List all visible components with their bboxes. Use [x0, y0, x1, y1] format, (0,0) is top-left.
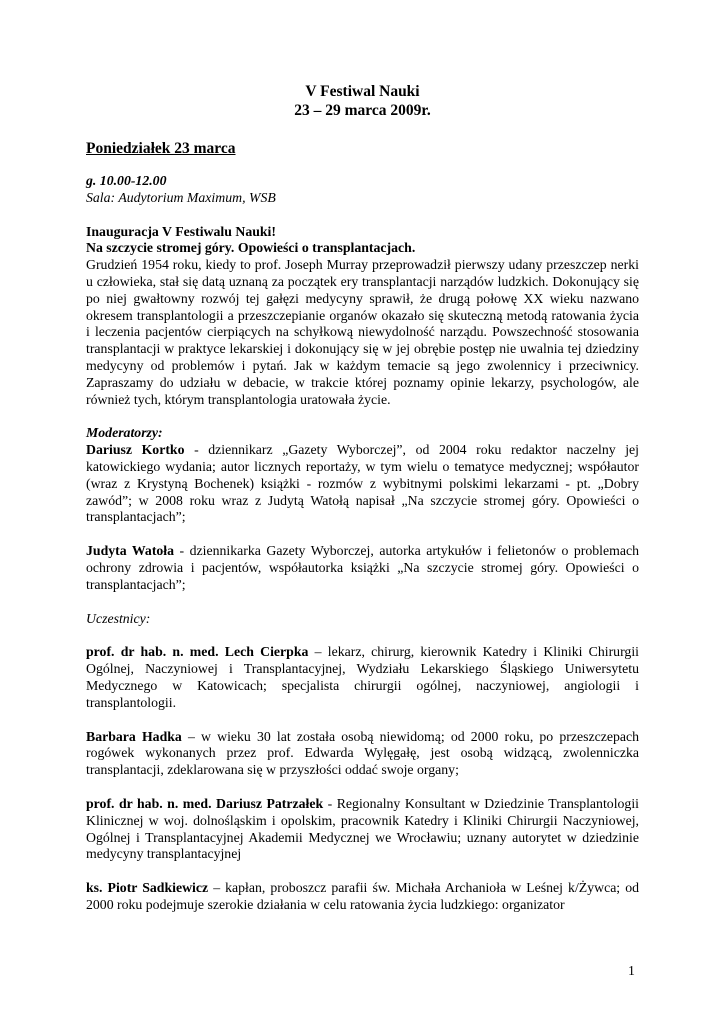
moderator-name: Dariusz Kortko: [86, 442, 185, 458]
page-number: 1: [628, 963, 635, 978]
moderator-name: Judyta Watoła: [86, 543, 175, 559]
session-time: g. 10.00-12.00: [86, 173, 167, 188]
moderator-entry: [86, 442, 639, 526]
festival-dates: 23 – 29 marca 2009r.: [294, 102, 431, 119]
day-heading: Poniedziałek 23 marca: [86, 140, 236, 157]
session-room: Sala: Audytorium Maximum, WSB: [86, 189, 276, 205]
participant-bio: - Regionalny Konsultant w Dziedzinie Transplantologii Klinicznej w woj. dolnośląskim i opolskim, pracownik Katedry i Kliniki Chirurgii Naczyniowej, Ogólnej i Transplantacyjnej Akademii Medycznej we Wrocławiu; uznany autorytet w dziedzinie medycyny transplantacyjnej: [86, 795, 639, 862]
session-title: Inauguracja V Festiwalu Nauki!: [86, 223, 276, 239]
festival-title: V Festiwal Nauki: [305, 83, 420, 100]
session-description: Grudzień 1954 roku, kiedy to prof. Joseph Murray przeprowadził pierwszy udany przeszczep nerki u człowieka, stał się datą uznaną za początek ery transplantacji narządów ludzkich. Dokonujący się po niej gwałtowny rozwój tej gałęzi medycyny sprawił, że drugą połowę XX wieku nazwano okresem transplantologii a przeszczepianie organów okazało się skuteczną metodą ratowania życia i leczenia pacjentów cierpiących na schyłkową niewydolność narządu. Powszechność stosowania transplantacji w praktyce lekarskiej i dokonujący się w jej obrębie postęp nie uwalnia tej dziedziny medycyny od problemów i pytań. Jak w każdym temacie są jego zwolennicy i przeciwnicy. Zapraszamy do udziału w debacie, w trakcie której poznamy opinie lekarzy, psychologów, ale również tych, którym transplantologia uratowała życie.: [86, 257, 639, 407]
participant-name: prof. dr hab. n. med. Dariusz Patrzałek: [86, 795, 324, 811]
document-content: [86, 82, 639, 914]
moderators-label: Moderatorzy:: [86, 425, 163, 441]
moderator-entry: [86, 543, 639, 593]
session-subtitle: Na szczycie stromej góry. Opowieści o transplantacjach.: [86, 240, 416, 256]
participant-name: ks. Piotr Sadkiewicz: [86, 880, 209, 896]
participant-bio: – w wieku 30 lat została osobą niewidomą; od 2000 roku, po przeszczepach rogówek wykonanych przez prof. Edwarda Wylęgałę, jest osobą widzącą, zwolenniczka transplantacji, zdeklarowana się w przyszłości oddać swoje organy;: [86, 728, 639, 778]
participant-entry: [86, 644, 639, 711]
participants-label: Uczestnicy:: [86, 610, 151, 626]
participant-bio: – lekarz, chirurg, kierownik Katedry i Kliniki Chirurgii Ogólnej, Naczyniowej i Transplantacyjnej, Wydziału Lekarskiego Śląskiego Uniwersytetu Medycznego w Katowicach; specjalista chirurgii ogólnej, naczyniowej, angiologii i transplantologii.: [86, 644, 639, 710]
participant-bio: – kapłan, proboszcz parafii św. Michała Archanioła w Leśnej k/Żywca; od 2000 roku podejmuje szerokie działania w celu ratowania życia ludzkiego: organizator: [86, 880, 639, 912]
participant-name: prof. dr hab. n. med. Lech Cierpka: [86, 644, 309, 660]
participant-entry: [86, 880, 639, 914]
participant-entry: [86, 729, 639, 779]
participant-name: Barbara Hadka: [86, 728, 182, 744]
moderator-bio: - dziennikarz „Gazety Wyborczej”, od 2004 roku redaktor naczelny jej katowickiego wydania; autor licznych reportaży, w tym wielu o tematyce medycznej; współautor (wraz z Krystyną Bochenek) książki - rozmów z wybitnymi polskimi lekarzami - pt. „Dobry zawód”; w 2008 roku wraz z Judytą Watołą napisał „Na szczycie stromej góry. Opowieści o transplantacjach”;: [86, 442, 639, 525]
moderator-bio: - dziennikarka Gazety Wyborczej, autorka artykułów i felietonów o problemach ochrony zdrowia i pacjentów, współautorka książki „Na szczycie stromej góry. Opowieści o transplantacjach”;: [86, 543, 639, 592]
participant-entry: [86, 796, 639, 863]
